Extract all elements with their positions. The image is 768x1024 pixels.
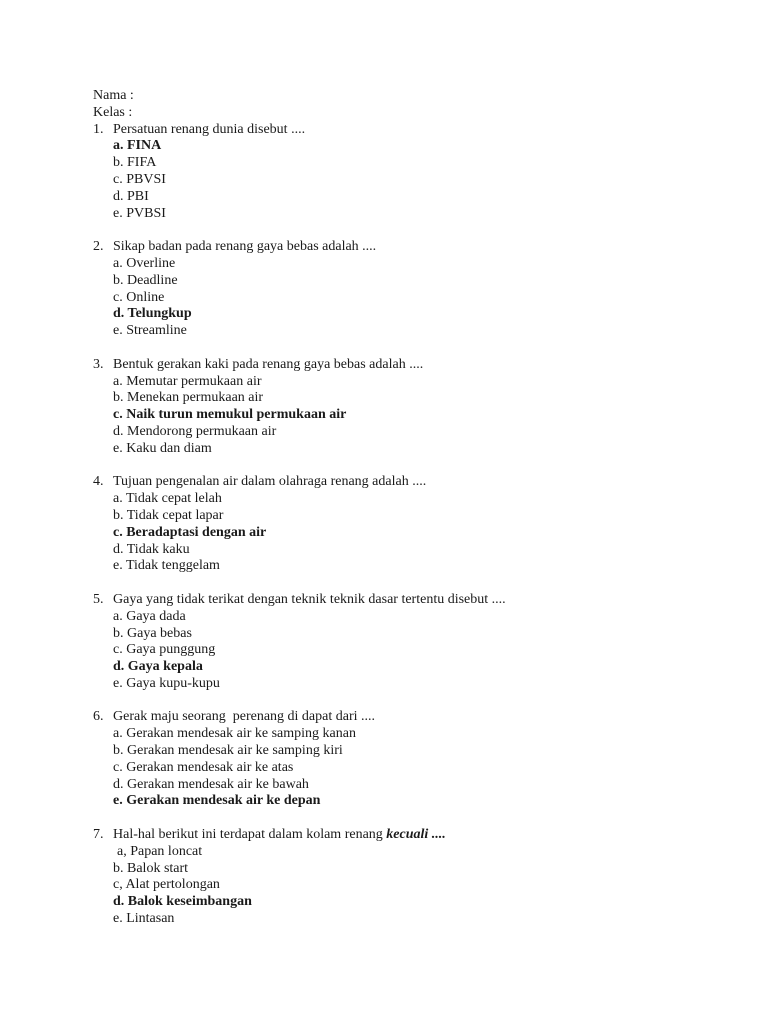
question-line — [93, 827, 733, 844]
answer-option: c. Online — [113, 289, 165, 305]
answer-option: e. Gaya kupu-kupu — [113, 675, 220, 691]
blank-line — [93, 575, 733, 592]
question-line — [93, 122, 733, 139]
answer-option: c. Gerakan mendesak air ke atas — [113, 759, 294, 775]
answer-option-correct: d. Gaya kepala — [113, 659, 203, 675]
question-block — [93, 357, 733, 475]
question-number: 5. — [93, 591, 104, 607]
question-block — [93, 239, 733, 357]
answer-option: e. Lintasan — [113, 911, 175, 927]
question-number: 1. — [93, 121, 104, 137]
answer-option: a. Overline — [113, 255, 176, 271]
question-number: 7. — [93, 827, 104, 843]
answer-option: b. Tidak cepat lapar — [113, 507, 224, 523]
question-list — [93, 122, 733, 928]
question-emphasis: kecuali .... — [386, 827, 446, 843]
question-block — [93, 709, 733, 827]
answer-option: e. Kaku dan diam — [113, 440, 212, 456]
answer-option: a. Gerakan mendesak air ke samping kanan — [113, 726, 356, 742]
question-text — [113, 827, 446, 844]
question-line — [93, 592, 733, 609]
answer-option: b. Gaya bebas — [113, 625, 192, 641]
answer-option-correct: a. FINA — [113, 138, 162, 154]
blank-line — [93, 810, 733, 827]
answer-option: d. Tidak kaku — [113, 541, 190, 557]
question-text — [113, 592, 506, 609]
answer-option: b. Menekan permukaan air — [113, 390, 264, 406]
answer-option: d. PBI — [113, 188, 149, 204]
question-text-main: Tujuan pengenalan air dalam olahraga renang adalah .... — [113, 474, 427, 490]
question-number: 6. — [93, 709, 104, 725]
answer-option-correct: c. Naik turun memukul permukaan air — [113, 407, 347, 423]
answer-option: c. PBVSI — [113, 171, 166, 187]
answer-option: a. Gaya dada — [113, 608, 186, 624]
question-number: 2. — [93, 239, 104, 255]
question-text — [113, 357, 423, 374]
question-line — [93, 357, 733, 374]
blank-line — [93, 340, 733, 357]
answer-option: b. Deadline — [113, 272, 178, 288]
question-block — [93, 122, 733, 240]
answer-option: d. Gerakan mendesak air ke bawah — [113, 776, 309, 792]
question-text — [113, 239, 376, 256]
name-label: Nama : — [93, 88, 134, 103]
question-line — [93, 709, 733, 726]
question-text — [113, 122, 305, 139]
answer-option: e. Streamline — [113, 323, 187, 339]
question-block — [93, 474, 733, 592]
answer-option: d. Mendorong permukaan air — [113, 423, 277, 439]
answer-option-correct: d. Telungkup — [113, 306, 192, 322]
question-line — [93, 474, 733, 491]
class-label: Kelas : — [93, 104, 133, 120]
blank-line — [93, 222, 733, 239]
question-text — [113, 474, 426, 491]
quiz-content — [93, 88, 733, 928]
answer-option-correct: c. Beradaptasi dengan air — [113, 524, 267, 540]
question-text — [113, 709, 375, 726]
answer-option: c. Gaya punggung — [113, 642, 216, 658]
question-text-main: Gaya yang tidak terikat dengan teknik teknik dasar tertentu disebut .... — [113, 591, 506, 607]
answer-option: e. PVBSI — [113, 205, 166, 221]
answer-option: e. Tidak tenggelam — [113, 558, 220, 574]
answer-option: b. Balok start — [113, 860, 189, 876]
question-text-main: Gerak maju seorang perenang di dapat dari .... — [113, 709, 376, 725]
question-text-main: Sikap badan pada renang gaya bebas adalah .... — [113, 239, 377, 255]
blank-line — [93, 458, 733, 475]
blank-line — [93, 693, 733, 710]
question-number: 3. — [93, 356, 104, 372]
question-text-main: Bentuk gerakan kaki pada renang gaya bebas adalah .... — [113, 356, 424, 372]
answer-option: a, Papan loncat — [117, 843, 203, 859]
question-block — [93, 592, 733, 710]
answer-option: a. Memutar permukaan air — [113, 373, 262, 389]
answer-option: b. FIFA — [113, 155, 157, 171]
question-block — [93, 827, 733, 928]
answer-option: b. Gerakan mendesak air ke samping kiri — [113, 743, 343, 759]
answer-option: a. Tidak cepat lelah — [113, 491, 222, 507]
answer-option-correct: e. Gerakan mendesak air ke depan — [113, 793, 321, 809]
answer-option-correct: d. Balok keseimbangan — [113, 894, 252, 910]
question-text-main: Hal-hal berikut ini terdapat dalam kolam renang — [113, 827, 387, 843]
question-number: 4. — [93, 474, 104, 490]
question-text-main: Persatuan renang dunia disebut .... — [113, 121, 306, 137]
answer-option: c, Alat pertolongan — [113, 877, 220, 893]
question-line — [93, 239, 733, 256]
